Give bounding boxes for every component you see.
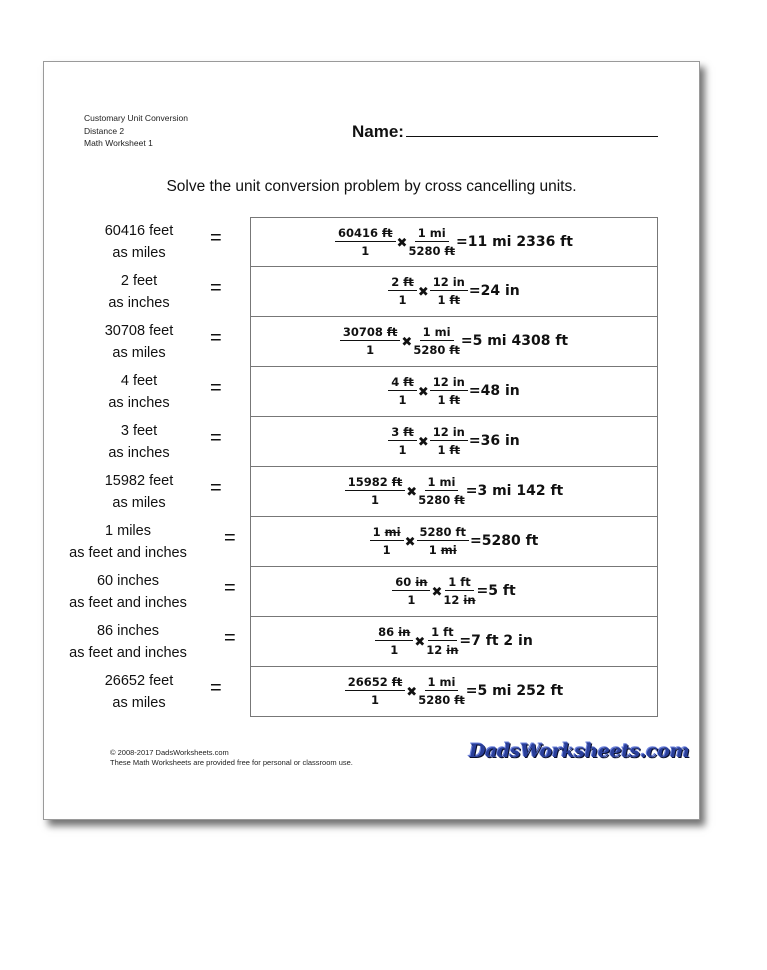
question-quantity: 1 miles [105, 523, 151, 539]
equals-sign: = [210, 427, 222, 449]
problem-question [64, 617, 254, 667]
cancelled-unit: ft [449, 393, 461, 407]
question-quantity: 26652 feet [104, 673, 174, 689]
equals-sign: = [210, 677, 222, 699]
numerator-value: 60416 [338, 226, 379, 240]
question-quantity: 3 feet [120, 423, 158, 439]
problem-row [44, 517, 699, 567]
fraction-conversion [418, 675, 465, 707]
fraction-conversion [418, 475, 465, 507]
fraction-conversion [408, 226, 455, 258]
denominator-value: 1 [437, 393, 446, 407]
question-target-unit: as feet and inches [69, 595, 187, 611]
multiply-sign: ✖ [401, 335, 413, 350]
solution [251, 467, 657, 515]
equals-sign: = [210, 227, 222, 249]
question-quantity: 15982 feet [104, 473, 174, 489]
problem-question [64, 417, 254, 467]
multiply-sign: ✖ [404, 535, 416, 550]
fraction-denominator [429, 541, 457, 557]
answer-result: =3 mi 142 ft [465, 483, 564, 499]
fraction-numerator [392, 575, 430, 591]
multiply-sign: ✖ [406, 485, 418, 500]
solution [251, 367, 657, 415]
cancelled-unit: ft [382, 226, 393, 240]
answer-box [250, 367, 658, 417]
fraction-numerator: 12 in [430, 275, 468, 291]
denominator-value: 12 [426, 643, 443, 657]
problem-question [64, 467, 254, 517]
fraction-numerator: 1 mi [420, 325, 454, 341]
fraction-denominator [418, 491, 465, 507]
cancelled-unit: in [398, 625, 411, 639]
cancelled-unit: in [463, 593, 476, 607]
cancelled-unit: ft [449, 443, 461, 457]
question-target-unit: as miles [112, 245, 166, 261]
question-quantity: 86 inches [96, 623, 160, 639]
fraction-denominator: 1 [398, 443, 407, 457]
answer-box [250, 317, 658, 367]
dadsworksheets-logo: DadsWorksheets.com [469, 740, 690, 762]
fraction-numerator: 12 in [430, 425, 468, 441]
fraction-denominator: 1 [407, 593, 416, 607]
fraction-conversion [426, 625, 458, 657]
numerator-value: 2 [391, 275, 400, 289]
problem-question [64, 317, 254, 367]
question-target-unit: as inches [108, 395, 170, 411]
problem-question [64, 217, 254, 267]
cancelled-unit: ft [403, 425, 414, 439]
cancelled-unit: ft [403, 375, 414, 389]
fraction-numerator [388, 425, 417, 441]
fraction-denominator [426, 641, 458, 657]
question-target-unit: as feet and inches [69, 645, 187, 661]
multiply-sign: ✖ [417, 435, 429, 450]
problem-row [44, 317, 699, 367]
denominator-value: 5280 [408, 244, 441, 258]
fraction-denominator [438, 391, 461, 407]
cancelled-unit: ft [454, 693, 465, 707]
fraction-numerator [335, 226, 396, 242]
fraction-numerator: 1 ft [445, 575, 474, 591]
equals-sign: = [224, 627, 236, 649]
denominator-value: 1 [428, 543, 437, 557]
answer-result: =5 mi 4308 ft [460, 333, 569, 349]
name-line [406, 122, 658, 137]
cancelled-unit: ft [403, 275, 414, 289]
answer-box [250, 667, 658, 717]
fraction-denominator [438, 441, 461, 457]
cancelled-unit: ft [444, 244, 455, 258]
fraction-given [375, 625, 413, 657]
answer-result: =48 in [468, 383, 520, 399]
equals-sign: = [210, 327, 222, 349]
solution [251, 267, 657, 315]
fraction-denominator: 1 [371, 493, 380, 507]
answer-box [250, 617, 658, 667]
question-quantity: 4 feet [120, 373, 158, 389]
fraction-denominator [413, 341, 460, 357]
cancelled-unit: mi [384, 525, 401, 539]
answer-result: =11 mi 2336 ft [456, 234, 573, 250]
fraction-numerator [375, 625, 413, 641]
fraction-denominator: 1 [366, 343, 375, 357]
fraction-denominator: 1 [361, 244, 370, 258]
fraction-denominator [438, 291, 461, 307]
copyright-text: © 2008-2017 DadsWorksheets.com [110, 748, 229, 757]
fraction-denominator: 1 [382, 543, 391, 557]
fraction-given [388, 425, 417, 457]
question-target-unit: as miles [112, 345, 166, 361]
question-target-unit: as inches [108, 295, 170, 311]
answer-box [250, 467, 658, 517]
multiply-sign: ✖ [417, 385, 429, 400]
fraction-denominator: 1 [371, 693, 380, 707]
name-label: Name: [352, 122, 404, 141]
equals-sign: = [210, 377, 222, 399]
fraction-numerator [345, 675, 406, 691]
denominator-value: 5280 [418, 493, 451, 507]
fraction-numerator [388, 275, 417, 291]
question-quantity: 60416 feet [104, 223, 174, 239]
cancelled-unit: ft [391, 675, 403, 689]
fraction-conversion [430, 375, 468, 407]
fraction-numerator: 12 in [430, 375, 468, 391]
denominator-value: 5280 [418, 693, 451, 707]
numerator-value: 4 [391, 375, 400, 389]
fraction-numerator: 1 mi [425, 475, 459, 491]
equals-sign: = [224, 527, 236, 549]
question-quantity: 60 inches [96, 573, 160, 589]
fraction-denominator [418, 691, 465, 707]
fraction-numerator: 1 mi [425, 675, 459, 691]
problem-row [44, 217, 699, 267]
problem-row [44, 617, 699, 667]
cancelled-unit: in [415, 575, 428, 589]
worksheet-meta [84, 112, 188, 150]
equals-sign: = [210, 477, 222, 499]
fraction-numerator [345, 475, 406, 491]
worksheet-category: Customary Unit Conversion [84, 113, 188, 123]
problem-list [44, 217, 699, 717]
numerator-value: 3 [391, 425, 400, 439]
answer-box [250, 517, 658, 567]
answer-box [250, 417, 658, 467]
problem-row [44, 567, 699, 617]
answer-box [250, 567, 658, 617]
numerator-value: 15982 [347, 475, 388, 489]
fraction-conversion [443, 575, 475, 607]
answer-result: =5280 ft [470, 533, 539, 549]
question-quantity: 2 feet [120, 273, 158, 289]
worksheet-topic: Distance 2 [84, 125, 125, 136]
denominator-value: 1 [437, 293, 446, 307]
fraction-numerator: 5280 ft [417, 525, 470, 541]
solution [251, 218, 657, 266]
worksheet-page [43, 61, 700, 820]
problem-question [64, 367, 254, 417]
usage-note: These Math Worksheets are provided free for personal or classroom use. [110, 758, 353, 767]
answer-result: =7 ft 2 in [459, 633, 533, 649]
denominator-value: 12 [443, 593, 460, 607]
numerator-value: 1 [372, 525, 381, 539]
problem-question [64, 267, 254, 317]
answer-result: =24 in [468, 283, 520, 299]
problem-question [64, 517, 254, 567]
question-target-unit: as feet and inches [69, 545, 187, 561]
problem-row [44, 417, 699, 467]
fraction-given [388, 275, 417, 307]
numerator-value: 30708 [342, 325, 383, 339]
cancelled-unit: ft [391, 475, 403, 489]
numerator-value: 86 [378, 625, 395, 639]
multiply-sign: ✖ [417, 285, 429, 300]
fraction-given [388, 375, 417, 407]
problem-question [64, 667, 254, 717]
multiply-sign: ✖ [396, 236, 408, 251]
denominator-value: 5280 [413, 343, 446, 357]
fraction-given [340, 325, 401, 357]
answer-box [250, 217, 658, 267]
answer-result: =5 mi 252 ft [465, 683, 564, 699]
fraction-given [345, 475, 406, 507]
fraction-given [392, 575, 430, 607]
fraction-denominator: 1 [390, 643, 399, 657]
fraction-numerator: 1 mi [415, 226, 449, 242]
multiply-sign: ✖ [431, 585, 443, 600]
equals-sign: = [210, 277, 222, 299]
fraction-given [335, 226, 396, 258]
numerator-value: 60 [395, 575, 412, 589]
problem-row [44, 267, 699, 317]
problem-question [64, 567, 254, 617]
answer-result: =5 ft [476, 583, 516, 599]
cancelled-unit: in [446, 643, 459, 657]
fraction-conversion [413, 325, 460, 357]
multiply-sign: ✖ [406, 685, 418, 700]
cancelled-unit: ft [449, 343, 460, 357]
instructions: Solve the unit conversion problem by cross cancelling units. [166, 178, 577, 195]
cancelled-unit: ft [449, 293, 461, 307]
fraction-conversion [430, 275, 468, 307]
question-target-unit: as inches [108, 445, 170, 461]
fraction-given [345, 675, 406, 707]
answer-box [250, 267, 658, 317]
fraction-conversion [430, 425, 468, 457]
multiply-sign: ✖ [414, 635, 426, 650]
fraction-denominator [408, 242, 455, 258]
fraction-numerator [388, 375, 417, 391]
cancelled-unit: mi [440, 543, 457, 557]
fraction-numerator: 1 ft [428, 625, 457, 641]
answer-result: =36 in [468, 433, 520, 449]
problem-row [44, 667, 699, 717]
question-target-unit: as miles [112, 695, 166, 711]
fraction-numerator [370, 525, 404, 541]
solution [251, 317, 657, 365]
fraction-denominator [443, 591, 475, 607]
solution [251, 517, 657, 565]
fraction-given [370, 525, 404, 557]
denominator-value: 1 [437, 443, 446, 457]
question-quantity: 30708 feet [104, 323, 174, 339]
fraction-numerator [340, 325, 401, 341]
fraction-denominator: 1 [398, 393, 407, 407]
question-target-unit: as miles [112, 495, 166, 511]
solution [251, 667, 657, 715]
footer [110, 748, 353, 768]
problem-row [44, 467, 699, 517]
solution [251, 567, 657, 615]
cancelled-unit: ft [454, 493, 465, 507]
numerator-value: 26652 [347, 675, 388, 689]
name-field [352, 122, 658, 142]
solution [251, 617, 657, 665]
fraction-denominator: 1 [398, 293, 407, 307]
problem-row [44, 367, 699, 417]
equals-sign: = [224, 577, 236, 599]
solution [251, 417, 657, 465]
worksheet-number: Math Worksheet 1 [84, 138, 153, 148]
fraction-conversion [417, 525, 470, 557]
cancelled-unit: ft [386, 325, 398, 339]
